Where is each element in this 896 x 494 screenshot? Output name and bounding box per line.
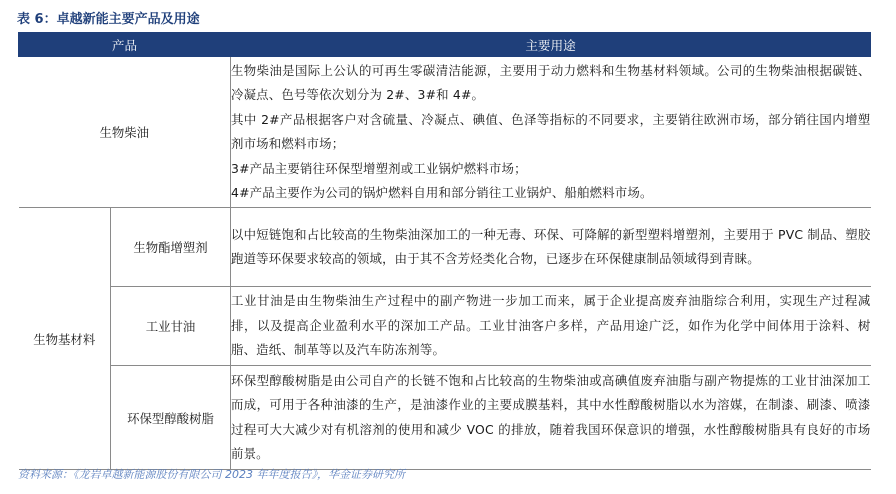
header-usage: 主要用途 [231, 33, 871, 57]
category-biodiesel: 生物柴油 [19, 57, 231, 208]
source-note: 资料来源：《龙岩卓越新能源股份有限公司 2023 年年度报告》，华金证券研究所 [18, 468, 405, 481]
product-table [18, 32, 871, 470]
subitem-usage: 以中短链饱和占比较高的生物柴油深加工的一种无毒、环保、可降解的新型塑料增塑剂，主要用于 PVC 制品、塑胶跑道等环保要求较高的领域，由于其不含芳烃类化合物，已逐步在环保健康制品领域得到青睐。 [231, 208, 871, 287]
table-header-row [19, 33, 871, 57]
usage-paragraph: 4#产品主要作为公司的锅炉燃料自用和部分销往工业锅炉、船舶燃料市场。 [231, 185, 653, 200]
table-row [19, 366, 871, 470]
usage-paragraph: 生物柴油是国际上公认的可再生零碳清洁能源，主要用于动力燃料和生物基材料领域。公司的生物柴油根据碳链、冷凝点、色号等依次划分为 2#、3#和 4#。 [231, 62, 871, 102]
header-product: 产品 [19, 33, 231, 57]
category-bio-materials: 生物基材料 [19, 208, 111, 470]
subitem-usage: 工业甘油是由生物柴油生产过程中的副产物进一步加工而来，属于企业提高废弃油脂综合利用，实现生产过程减排，以及提高企业盈利水平的深加工产品。工业甘油客户多样，产品用途广泛，如作为化学中间体用于涂料、树脂、造纸、制革等以及汽车防冻剂等。 [231, 287, 871, 366]
usage-paragraph: 3#产品主要销往环保型增塑剂或工业锅炉燃料市场； [231, 160, 527, 176]
subitem-usage: 环保型醇酸树脂是由公司自产的长链不饱和占比较高的生物柴油或高碘值废弃油脂与副产物提炼的工业甘油深加工而成，可用于各种油漆的生产，是油漆作业的主要成膜基料，其中水性醇酸树脂以水为溶媒，在制漆、刷漆、喷漆过程可大大减少对有机溶剂的使用和减少 VOC 的排放，随着我国环保意识的增强，水性醇酸树脂具有良好的市场前景。 [231, 366, 871, 470]
table-title: 表 6：卓越新能主要产品及用途 [17, 12, 200, 27]
table-row [19, 287, 871, 366]
subitem-name: 环保型醇酸树脂 [111, 366, 231, 470]
table-row [19, 208, 871, 287]
usage-paragraph: 其中 2#产品根据客户对含硫量、冷凝点、碘值、色泽等指标的不同要求，主要销往欧洲市场，部分销往国内增塑剂市场和燃料市场； [231, 111, 871, 151]
subitem-name: 工业甘油 [111, 287, 231, 366]
table-row [19, 57, 871, 208]
subitem-name: 生物酯增塑剂 [111, 208, 231, 287]
usage-biodiesel [231, 57, 871, 208]
